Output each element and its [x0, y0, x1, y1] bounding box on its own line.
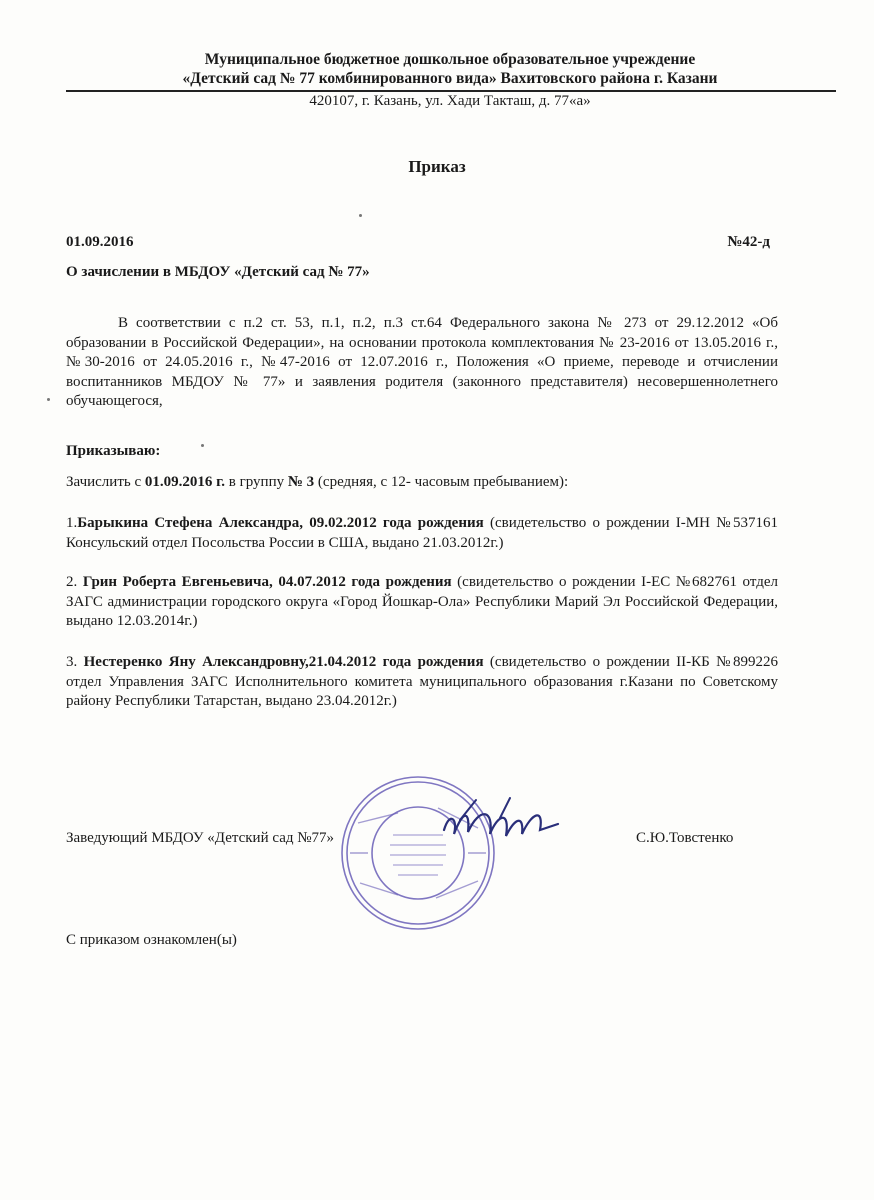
child-name: Грин Роберта Евгеньевича, 04.07.2012 года рождения — [82, 574, 452, 590]
order-date: 01.09.2016 — [66, 234, 134, 250]
acknowledgement-line: С приказом ознакомлен(ы) — [66, 932, 237, 948]
document-title: Приказ — [408, 157, 466, 176]
order-word: Приказываю: — [66, 443, 161, 459]
group-number: № 3 — [287, 474, 315, 490]
enroll-date: 01.09.2016 г. — [144, 474, 225, 490]
enroll-text: в группу — [225, 474, 288, 490]
child-name: Нестеренко Яну Александровну,21.04.2012 года рождения — [83, 654, 484, 670]
enroll-statement — [66, 474, 568, 491]
list-item: 2. Грин Роберта Евгеньевича, 04.07.2012 года рождения (свидетельство о рождении I-ЕС №682761 отдел ЗАГС администрации городского округа «Город Йошкар-Ола» Республики Марий Эл Российской Федерации, выдано 12.03.2014г.) — [66, 574, 778, 630]
scan-speck — [359, 214, 362, 217]
list-item: 1.Барыкина Стефена Александра, 09.02.2012 года рождения (свидетельство о рождении I-МН №537161 Консульский отдел Посольства России в США, выдано 21.03.2012г.) — [66, 515, 778, 551]
org-address: 420107, г. Казань, ул. Хади Такташ, д. 77«а» — [309, 93, 591, 109]
signatory-name: С.Ю.Товстенко — [636, 830, 734, 846]
order-number: №42-д — [727, 234, 770, 250]
list-item: 3. Нестеренко Яну Александровну,21.04.2012 года рождения (свидетельство о рождении II-КБ №899226 отдел Управления ЗАГС Исполнительного комитета муниципального образования г.Казани по Советскому району Республики Татарстан, выдано 23.04.2012г.) — [66, 654, 779, 710]
scan-speck — [47, 398, 50, 401]
org-name-line2: «Детский сад № 77 комбинированного вида» Вахитовского района г. Казани — [182, 70, 718, 87]
scan-speck — [201, 444, 204, 447]
signature — [440, 790, 565, 858]
enroll-text: (средняя, с 12- часовым пребыванием): — [314, 474, 569, 490]
order-subject: О зачислении в МБДОУ «Детский сад № 77» — [66, 264, 370, 280]
org-name-line1: Муниципальное бюджетное дошкольное образовательное учреждение — [204, 51, 696, 68]
certificate-details: (свидетельство о рождении II-КБ №899226 отдел Управления ЗАГС Исполнительного комитета муниципального образования г.Казани по Советскому району Республики Татарстан, выдано 23.04.2012г.) — [66, 654, 779, 710]
child-name: Барыкина Стефена Александра, 09.02.2012 года рождения — [77, 515, 484, 531]
certificate-details: (свидетельство о рождении I-МН №537161 Консульский отдел Посольства России в США, выдано 21.03.2012г.) — [66, 515, 778, 551]
certificate-details: (свидетельство о рождении I-ЕС №682761 отдел ЗАГС администрации городского округа «Город Йошкар-Ола» Республики Марий Эл Российской Федерации, выдано 12.03.2014г.) — [66, 574, 778, 630]
enroll-text: Зачислить с — [66, 474, 145, 490]
preamble-paragraph: В соответствии с п.2 ст. 53, п.1, п.2, п.3 ст.64 Федерального закона № 273 от 29.12.2012 «Об образовании в Российской Федерации», на основании протокола комплектования № 23-2016 от 13.05.2016 г., №30-2016 от 24.05.2016 г., №47-2016 от 12.07.2016 г., Положения «О приеме, переводе и отчислении воспитанников МБДОУ № 77» и заявления родителя (законного представителя) несовершеннолетнего обучающегося, — [66, 315, 778, 410]
signatory-position: Заведующий МБДОУ «Детский сад №77» — [66, 830, 335, 846]
